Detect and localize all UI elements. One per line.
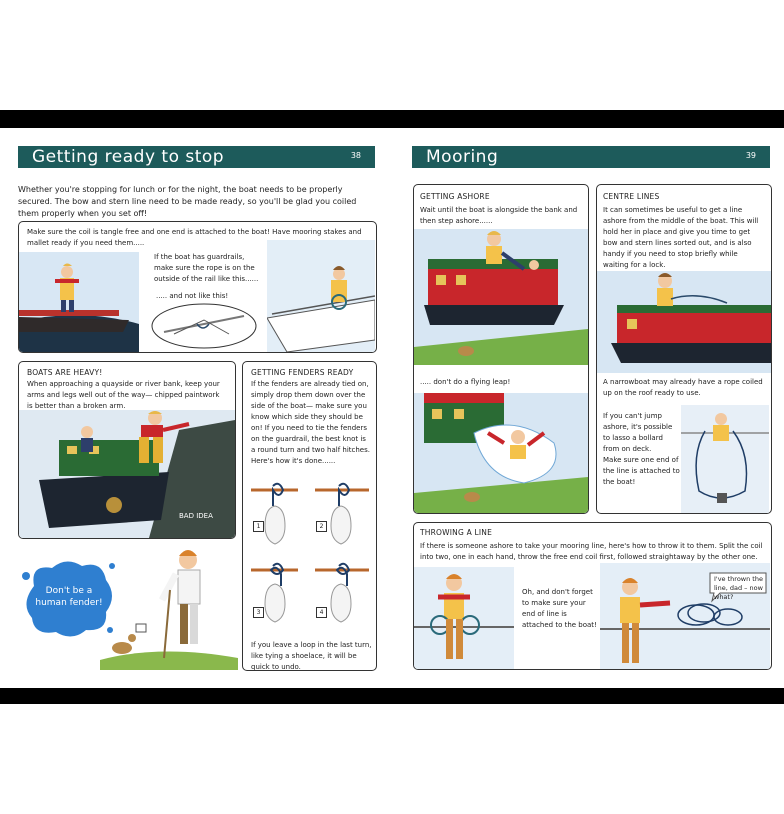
narrowboat-roof-illustration	[597, 271, 771, 373]
bad-idea-label: BAD IDEA	[179, 512, 213, 520]
left-page-header	[18, 146, 375, 168]
getting-ashore-title: GETTING ASHORE	[420, 192, 490, 201]
throwing-line-text: If there is someone ashore to take your mooring line, here's how to throw it to them. Split the coil into two, one in each hand, throw the free end coil first, followed straightaway by the other one.	[420, 542, 763, 561]
boats-heavy-panel	[18, 361, 236, 539]
centre-lines-title: CENTRE LINES	[603, 192, 660, 201]
flying-leap-illustration	[414, 393, 588, 513]
stepping-ashore-illustration	[414, 229, 588, 365]
knot-step-2: 2	[316, 521, 327, 532]
coil-panel-text: Make sure the coil is tangle free and one end is attached to the boat! Have mooring stakes and mallet ready if you need them.....	[27, 228, 362, 247]
splash-line-2: human fender!	[35, 598, 103, 608]
lasso-bollard-illustration	[681, 405, 769, 513]
centre-lines-text: It can sometimes be useful to get a line ashore from the middle of the boat. This will hold her in place and give you time to get bow and stern lines sorted out, and is also handy if you need to stop briefly while waiting for a lock.	[603, 206, 759, 269]
boats-heavy-text: When approaching a quayside or river bank, keep your arms and legs well out of the way— chipped paintwork is better than a broken arm.	[27, 380, 220, 410]
centre-lines-text-4: Make sure one end of the line is attached to the boat!	[603, 456, 680, 486]
flying-leap-text: ..... don't do a flying leap!	[420, 378, 511, 386]
right-page-title: Mooring	[426, 147, 499, 167]
knot-step-3: 3	[253, 607, 264, 618]
injured-boy-illustration	[100, 540, 238, 670]
rail-detail-illustration	[149, 300, 259, 350]
centre-lines-text-3: If you can't jump ashore, it's possible to lasso a bollard from on deck.	[603, 412, 673, 453]
not-like-this-text: ..... and not like this!	[156, 292, 229, 300]
bow-rail-illustration	[267, 240, 375, 352]
knot-step-1: 1	[253, 521, 264, 532]
book-spread	[0, 128, 784, 688]
guardrails-text: If the boat has guardrails, make sure the rope is on the outside of the rail like this......	[154, 253, 259, 283]
getting-ashore-text: Wait until the boat is alongside the bank and then step ashore......	[420, 206, 578, 225]
getting-ashore-panel	[413, 184, 589, 514]
bottom-black-bar	[0, 688, 784, 704]
right-page-header	[412, 146, 770, 168]
top-black-bar	[0, 110, 784, 128]
right-page-number: 39	[745, 151, 756, 160]
splash-line-1: Don't be a	[45, 586, 93, 596]
fenders-panel	[242, 361, 377, 671]
fenders-title: GETTING FENDERS READY	[251, 368, 354, 377]
speech-bubble-text: I've thrown the line, dad – now what?	[714, 575, 763, 601]
throwing-line-title: THROWING A LINE	[420, 528, 493, 537]
centre-lines-text-2: A narrowboat may already have a rope coiled up on the roof ready to use.	[603, 378, 763, 397]
holding-coils-illustration	[414, 567, 514, 669]
boats-heavy-title: BOATS ARE HEAVY!	[27, 368, 103, 377]
coiling-boy-illustration	[19, 252, 139, 352]
fenders-bottom-text: If you leave a loop in the last turn, like tying a shoelace, it will be quick to undo.	[251, 641, 372, 671]
throwing-mid-text: Oh, and don't forget to make sure your end of line is attached to the boat!	[522, 588, 597, 629]
fenders-text: If the fenders are already tied on, simply drop them down over the side of the boat— make sure you know which side they should be on! If you need to tie the fenders on the guardrail, the best knot is a round turn and two half hitches. Here's how it's done......	[251, 380, 370, 465]
coil-panel	[18, 221, 377, 353]
centre-lines-panel	[596, 184, 772, 514]
left-page-number: 38	[350, 151, 361, 160]
left-intro-text: Whether you're stopping for lunch or for the night, the boat needs to be properly secured. The bow and stern line need to be made ready, so you'll be glad you coiled them properly when you set off!	[18, 185, 357, 218]
left-page-title: Getting ready to stop	[32, 147, 225, 167]
throwing-line-panel	[413, 522, 772, 670]
knot-step-4: 4	[316, 607, 327, 618]
